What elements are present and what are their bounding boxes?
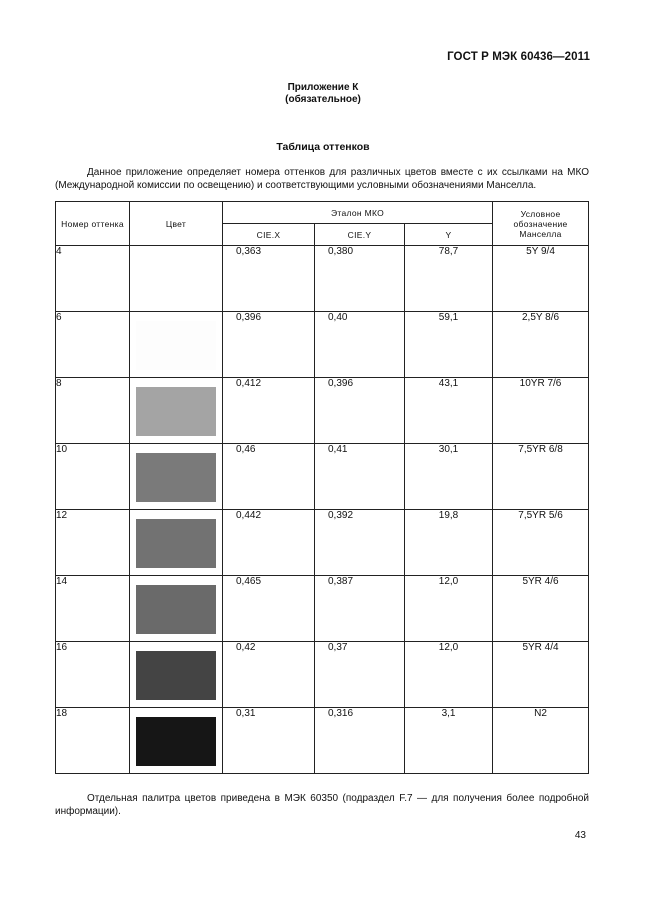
shade-number: 4 bbox=[56, 246, 130, 312]
color-cell bbox=[130, 708, 223, 774]
munsell-value: 5YR 4/6 bbox=[493, 576, 589, 642]
table-row bbox=[56, 510, 589, 576]
header-cie-standard: Эталон МКО bbox=[223, 202, 493, 224]
section-title: Таблица оттенков bbox=[276, 141, 370, 153]
color-swatch bbox=[136, 519, 216, 568]
shade-number: 8 bbox=[56, 378, 130, 444]
color-cell bbox=[130, 576, 223, 642]
note-paragraph: Отдельная палитра цветов приведена в МЭК 60350 (подраздел F.7 — для получения более подробной информации). bbox=[55, 793, 589, 817]
munsell-value: 5YR 4/4 bbox=[493, 642, 589, 708]
cie-x-value: 0,46 bbox=[223, 444, 315, 510]
cie-y-value: 0,380 bbox=[315, 246, 405, 312]
y-value: 12,0 bbox=[405, 642, 493, 708]
cie-y-value: 0,392 bbox=[315, 510, 405, 576]
annex-heading bbox=[0, 82, 646, 106]
color-swatch bbox=[136, 321, 216, 370]
munsell-value: 7,5YR 5/6 bbox=[493, 510, 589, 576]
shade-number: 10 bbox=[56, 444, 130, 510]
color-swatch bbox=[136, 585, 216, 634]
header-munsell: Условное обозначение Манселла bbox=[493, 202, 589, 246]
cie-x-value: 0,363 bbox=[223, 246, 315, 312]
color-cell bbox=[130, 642, 223, 708]
table-row bbox=[56, 312, 589, 378]
munsell-value: 2,5Y 8/6 bbox=[493, 312, 589, 378]
y-value: 59,1 bbox=[405, 312, 493, 378]
y-value: 3,1 bbox=[405, 708, 493, 774]
cie-x-value: 0,442 bbox=[223, 510, 315, 576]
table-row bbox=[56, 444, 589, 510]
color-swatch bbox=[136, 453, 216, 502]
cie-x-value: 0,31 bbox=[223, 708, 315, 774]
header-cie-y: CIE.Y bbox=[315, 224, 405, 246]
intro-paragraph: Данное приложение определяет номера оттенков для различных цветов вместе с их ссылками на МКО (Международной комиссии по освещению) и соответствующими условными обозначениями Манселла. bbox=[55, 167, 589, 191]
cie-y-value: 0,41 bbox=[315, 444, 405, 510]
y-value: 30,1 bbox=[405, 444, 493, 510]
cie-y-value: 0,316 bbox=[315, 708, 405, 774]
cie-y-value: 0,396 bbox=[315, 378, 405, 444]
color-swatch bbox=[136, 651, 216, 700]
y-value: 12,0 bbox=[405, 576, 493, 642]
table-row bbox=[56, 642, 589, 708]
header-y: Y bbox=[405, 224, 493, 246]
cie-y-value: 0,387 bbox=[315, 576, 405, 642]
color-swatch bbox=[136, 387, 216, 436]
color-cell bbox=[130, 444, 223, 510]
shade-number: 12 bbox=[56, 510, 130, 576]
munsell-value: 5Y 9/4 bbox=[493, 246, 589, 312]
annex-status: (обязательное) bbox=[285, 94, 361, 105]
y-value: 78,7 bbox=[405, 246, 493, 312]
standard-code: ГОСТ Р МЭК 60436—2011 bbox=[447, 51, 590, 63]
y-value: 19,8 bbox=[405, 510, 493, 576]
header-color: Цвет bbox=[130, 202, 223, 246]
y-value: 43,1 bbox=[405, 378, 493, 444]
shade-table bbox=[55, 201, 589, 774]
color-swatch bbox=[136, 717, 216, 766]
color-cell bbox=[130, 246, 223, 312]
cie-y-value: 0,37 bbox=[315, 642, 405, 708]
munsell-value: N2 bbox=[493, 708, 589, 774]
header-cie-x: CIE.X bbox=[223, 224, 315, 246]
page-number: 43 bbox=[574, 830, 586, 841]
munsell-value: 7,5YR 6/8 bbox=[493, 444, 589, 510]
table-row bbox=[56, 576, 589, 642]
color-cell bbox=[130, 312, 223, 378]
table-row bbox=[56, 378, 589, 444]
cie-x-value: 0,465 bbox=[223, 576, 315, 642]
color-cell bbox=[130, 510, 223, 576]
shade-number: 16 bbox=[56, 642, 130, 708]
cie-x-value: 0,396 bbox=[223, 312, 315, 378]
cie-y-value: 0,40 bbox=[315, 312, 405, 378]
shade-number: 6 bbox=[56, 312, 130, 378]
shade-number: 18 bbox=[56, 708, 130, 774]
shade-number: 14 bbox=[56, 576, 130, 642]
table-row bbox=[56, 708, 589, 774]
munsell-value: 10YR 7/6 bbox=[493, 378, 589, 444]
cie-x-value: 0,412 bbox=[223, 378, 315, 444]
color-swatch bbox=[136, 255, 216, 304]
cie-x-value: 0,42 bbox=[223, 642, 315, 708]
header-shade-number: Номер оттенка bbox=[56, 202, 130, 246]
color-cell bbox=[130, 378, 223, 444]
table-row bbox=[56, 246, 589, 312]
annex-title: Приложение К bbox=[287, 82, 359, 93]
